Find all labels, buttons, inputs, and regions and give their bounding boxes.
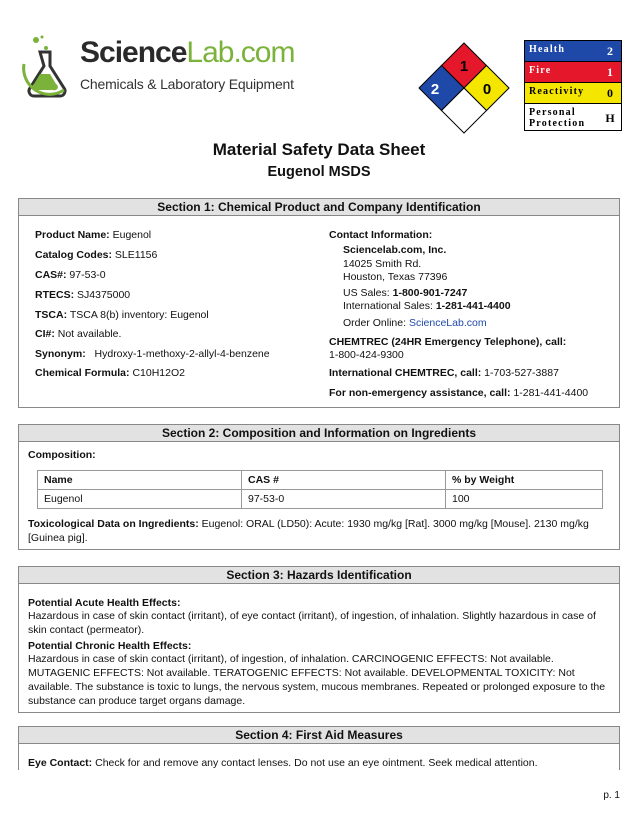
nfpa-health-value: 2 — [430, 81, 440, 98]
table-row — [38, 490, 603, 509]
non-emergency-assistance: For non-emergency assistance, call: 1-281-441-4400 — [329, 387, 589, 399]
acute-effects-label: Potential Acute Health Effects: — [28, 597, 181, 609]
hmis-reactivity-row: Reactivity 0 — [525, 83, 621, 104]
ingredient-cas: 97-53-0 — [242, 490, 446, 509]
ci-number: CI#: Not available. — [35, 328, 122, 340]
tsca: TSCA: TSCA 8(b) inventory: Eugenol — [35, 309, 209, 321]
section-4-header: Section 4: First Aid Measures — [19, 727, 619, 744]
flask-icon — [18, 34, 78, 100]
sciencelab-link[interactable]: ScienceLab.com — [408, 317, 487, 329]
page-number: p. 1 — [603, 790, 620, 801]
nfpa-reactivity-value: 0 — [482, 81, 492, 98]
chemical-formula: Chemical Formula: C10H12O2 — [35, 367, 185, 379]
international-chemtrec: International CHEMTREC, call: 1-703-527-3887 — [329, 367, 559, 379]
section-2-header: Section 2: Composition and Information on Ingredients — [19, 425, 619, 442]
section-3 — [18, 566, 620, 713]
column-name: Name — [38, 471, 242, 490]
section-2 — [18, 424, 620, 550]
eye-contact: Eye Contact: Check for and remove any contact lenses. Do not use an eye ointment. Seek medical attention. — [28, 757, 538, 769]
hmis-protection-row: Personal Protection H — [525, 104, 621, 130]
section-1 — [18, 198, 620, 408]
logo-wordmark: ScienceLab.com — [80, 36, 295, 69]
chronic-effects-text: Hazardous in case of skin contact (irritant), of ingestion, of inhalation. CARCINOGENIC EFFECTS: Not available. MUTAGENIC EFFECTS: Not available. TERATOGENIC EFFECTS: Not available. DEVELOPMENTAL TOXICITY: Not available. The substance is toxic to lungs, the nervous system, mucous membranes. Repeated or prolonged exposure to the substance can produce target organs damage. — [28, 653, 606, 707]
sciencelab-logo — [18, 34, 295, 100]
toxicological-data: Toxicological Data on Ingredients: Eugenol: ORAL (LD50): Acute: 1930 mg/kg [Rat]. 3000 mg/kg [Mouse]. 2130 mg/kg [Guinea pig]. — [28, 518, 589, 544]
rtecs: RTECS: SJ4375000 — [35, 289, 131, 301]
synonym: Synonym: Hydroxy-1-methoxy-2-allyl-4-benzene — [35, 348, 270, 360]
ingredient-name: Eugenol — [38, 490, 242, 509]
product-name: Product Name: Eugenol — [35, 229, 152, 241]
hmis-rating-table — [524, 40, 622, 131]
company-name: Sciencelab.com, Inc. — [343, 244, 447, 256]
us-sales: US Sales: 1-800-901-7247 — [343, 287, 468, 299]
section-1-header: Section 1: Chemical Product and Company Identification — [19, 199, 619, 216]
chemtrec-label: CHEMTREC (24HR Emergency Telephone), call: — [329, 336, 567, 348]
ingredient-weight: 100 — [446, 490, 603, 509]
address-line-2: Houston, Texas 77396 — [343, 271, 448, 283]
order-online: Order Online: ScienceLab.com — [343, 317, 487, 329]
catalog-codes: Catalog Codes: SLE1156 — [35, 249, 158, 261]
section-4 — [18, 726, 620, 770]
nfpa-diamond — [418, 42, 510, 134]
contact-information-label: Contact Information: — [329, 229, 433, 241]
column-cas: CAS # — [242, 471, 446, 490]
nfpa-fire-value: 1 — [459, 58, 469, 75]
international-sales: International Sales: 1-281-441-4400 — [343, 300, 511, 312]
logo-tagline: Chemicals & Laboratory Equipment — [80, 76, 294, 92]
address-line-1: 14025 Smith Rd. — [343, 258, 422, 270]
cas-number: CAS#: 97-53-0 — [35, 269, 106, 281]
section-3-header: Section 3: Hazards Identification — [19, 567, 619, 584]
chemtrec-phone: 1-800-424-9300 — [329, 349, 404, 361]
composition-label: Composition: — [28, 449, 96, 461]
column-weight: % by Weight — [446, 471, 603, 490]
document-title: Material Safety Data Sheet — [212, 140, 426, 159]
composition-table — [37, 470, 603, 509]
composition-table-header — [38, 471, 603, 490]
hmis-fire-row: Fire 1 — [525, 62, 621, 83]
acute-effects-text: Hazardous in case of skin contact (irritant), of eye contact (irritant), of ingestion, of inhalation. Slightly hazardous in case of skin contact (permeator). — [28, 610, 596, 636]
hmis-health-row: Health 2 — [525, 41, 621, 62]
chronic-effects-label: Potential Chronic Health Effects: — [28, 640, 192, 652]
document-subtitle: Eugenol MSDS — [267, 164, 371, 180]
